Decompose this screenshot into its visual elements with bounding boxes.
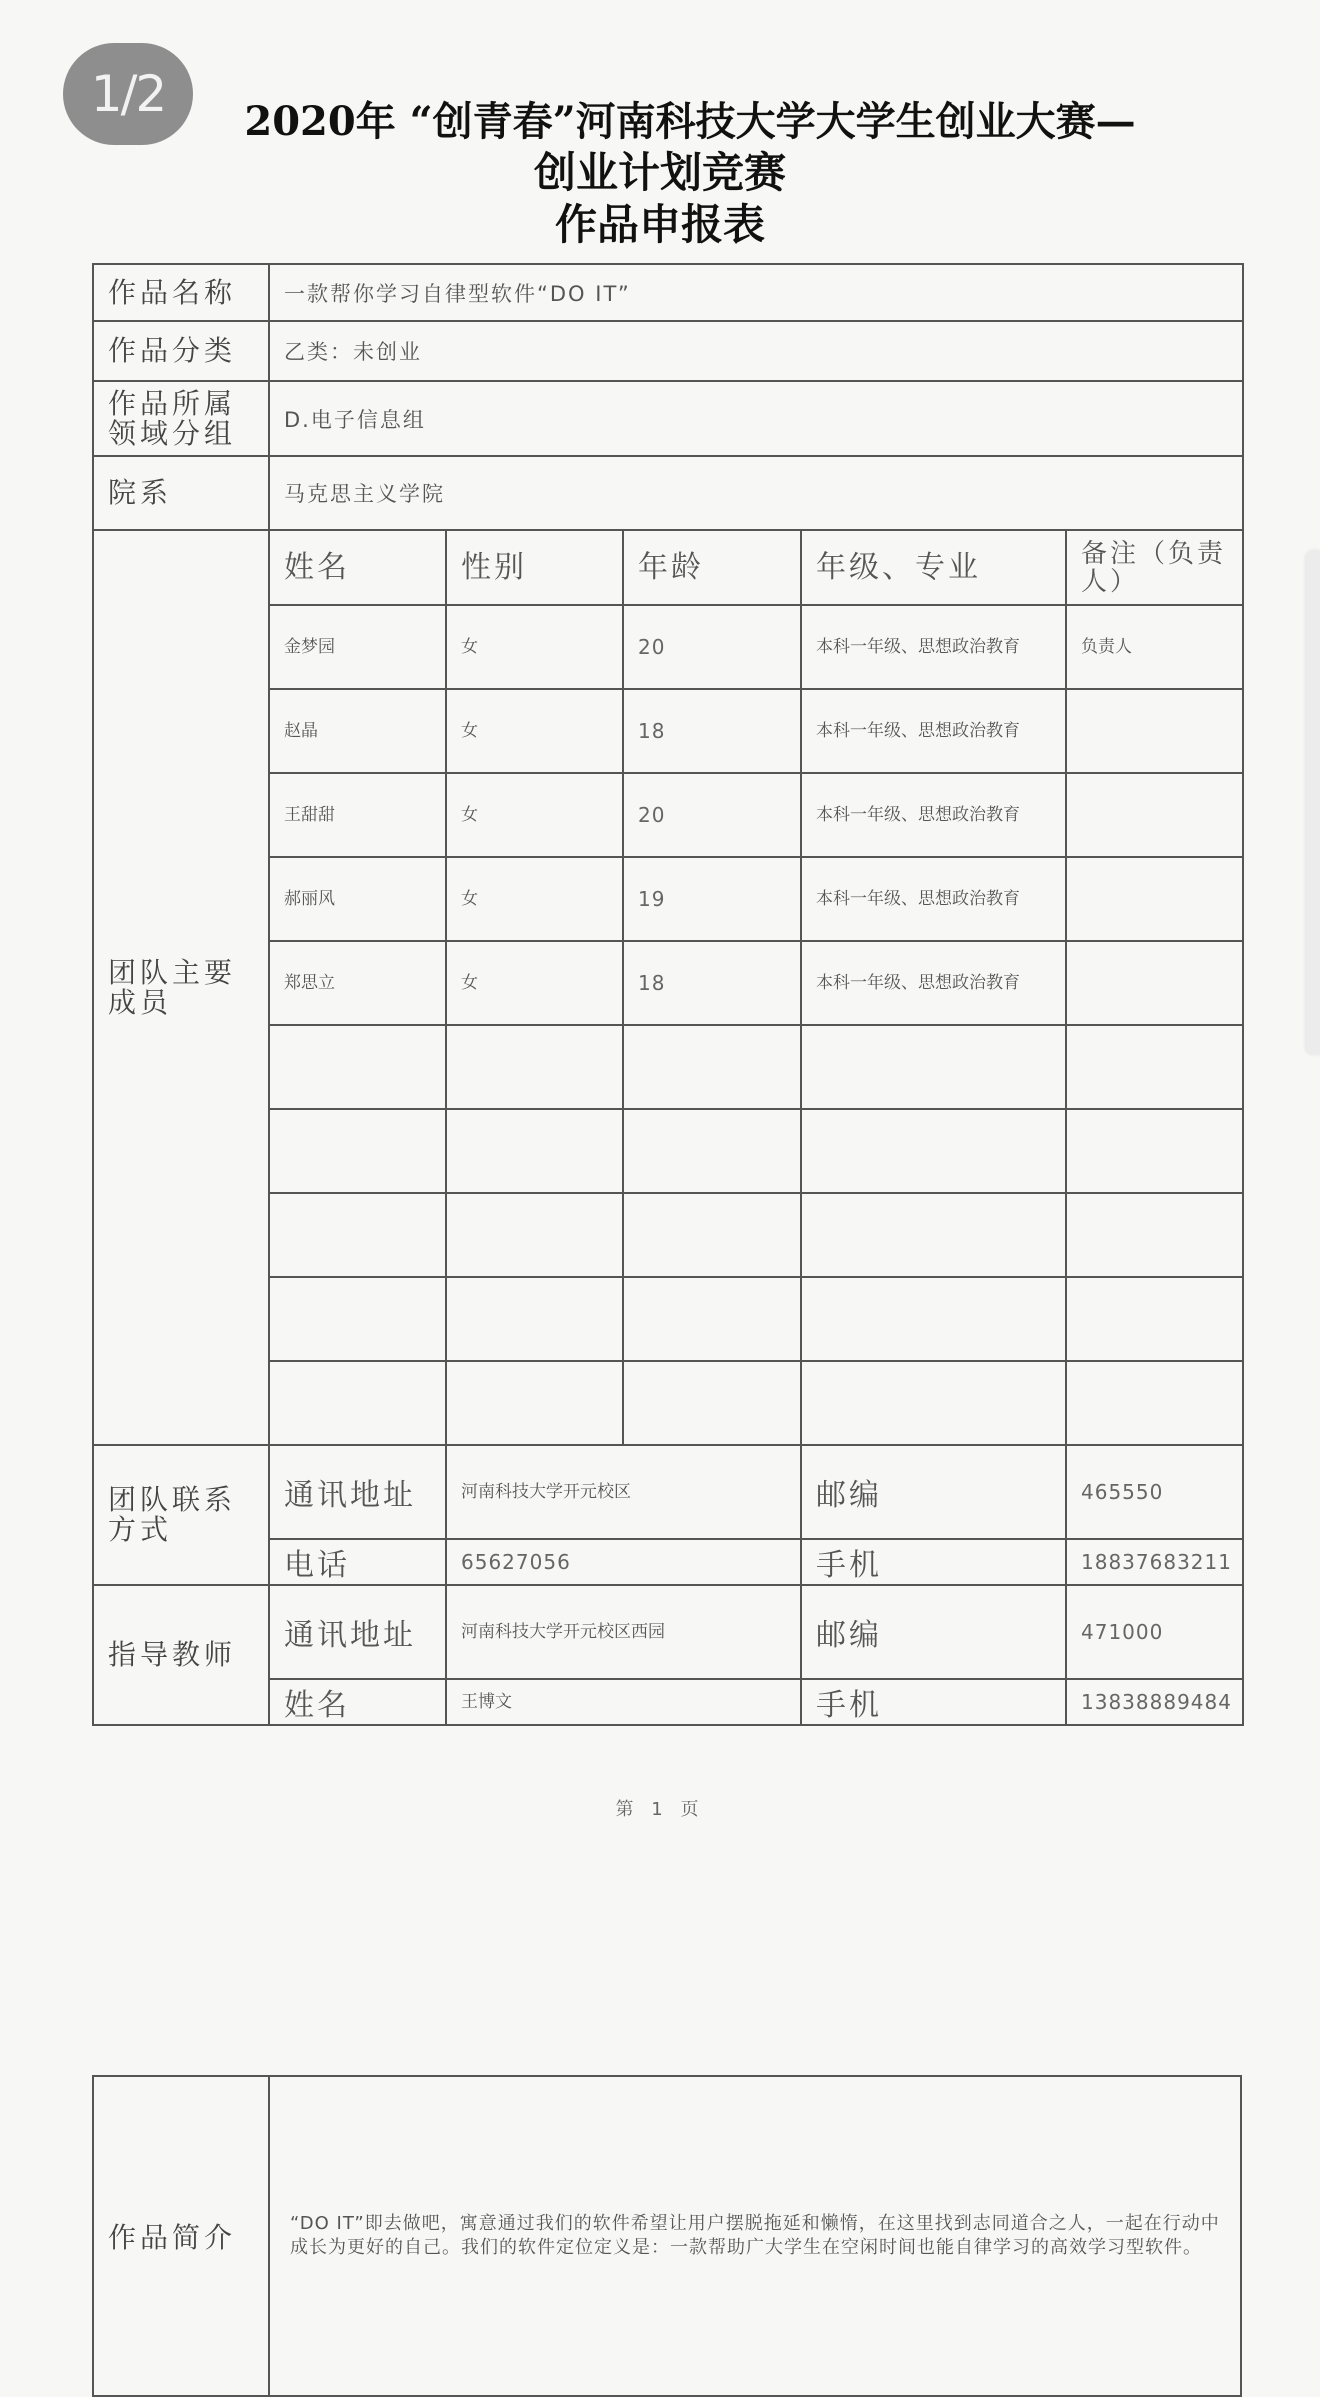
- page-indicator-badge: 1/2: [63, 43, 193, 145]
- member-major: 本科一年级、思想政治教育: [801, 689, 1066, 773]
- team-contact-label: 团队联系方式: [93, 1445, 269, 1585]
- member-gender: 女: [446, 605, 623, 689]
- advisor-postcode-label: 邮编: [801, 1585, 1066, 1679]
- advisor-mobile-value: 13838889484: [1066, 1679, 1243, 1725]
- advisor-address-row: [93, 1585, 1243, 1679]
- work-name-row: [93, 264, 1243, 321]
- member-major: 本科一年级、思想政治教育: [801, 605, 1066, 689]
- member-name: 赵晶: [269, 689, 446, 773]
- member-gender: 女: [446, 773, 623, 857]
- member-note: 负责人: [1066, 605, 1243, 689]
- department-row: [93, 456, 1243, 530]
- advisor-address-label: 通讯地址: [269, 1585, 446, 1679]
- advisor-name-label: 姓名: [269, 1679, 446, 1725]
- category-row: [93, 321, 1243, 381]
- member-major: 本科一年级、思想政治教育: [801, 941, 1066, 1025]
- team-members-label: 团队主要成员: [93, 530, 269, 1445]
- member-gender: 女: [446, 857, 623, 941]
- work-name-value: 一款帮你学习自律型软件“DO IT”: [269, 264, 1243, 321]
- member-note: [1066, 857, 1243, 941]
- member-note: [1066, 773, 1243, 857]
- team-header-gender: 性别: [446, 530, 623, 605]
- team-header-major: 年级、专业: [801, 530, 1066, 605]
- contact-mobile-label: 手机: [801, 1539, 1066, 1585]
- advisor-name-value: 王博文: [446, 1679, 801, 1725]
- member-major: 本科一年级、思想政治教育: [801, 857, 1066, 941]
- introduction-row: [93, 2076, 1241, 2396]
- contact-phone-value: 65627056: [446, 1539, 801, 1585]
- contact-address-value: 河南科技大学开元校区: [446, 1445, 801, 1539]
- form-title-line-1: 2020年 “创青春”河南科技大学大学生创业大赛—: [244, 98, 1136, 145]
- advisor-postcode-value: 471000: [1066, 1585, 1243, 1679]
- team-header-note: 备注（负责人）: [1066, 530, 1243, 605]
- member-name: 郝丽风: [269, 857, 446, 941]
- member-name: 金梦园: [269, 605, 446, 689]
- introduction-table: [92, 2075, 1242, 2397]
- field-value: D.电子信息组: [269, 381, 1243, 456]
- advisor-label: 指导教师: [93, 1585, 269, 1725]
- member-name: 王甜甜: [269, 773, 446, 857]
- member-note: [1066, 941, 1243, 1025]
- category-label: 作品分类: [93, 321, 269, 381]
- contact-mobile-value: 18837683211: [1066, 1539, 1243, 1585]
- department-value: 马克思主义学院: [269, 456, 1243, 530]
- introduction-label: 作品简介: [93, 2076, 269, 2396]
- member-major: 本科一年级、思想政治教育: [801, 773, 1066, 857]
- team-header-row: [93, 530, 1243, 605]
- advisor-address-value: 河南科技大学开元校区西园: [446, 1585, 801, 1679]
- introduction-text: “DO IT”即去做吧，寓意通过我们的软件希望让用户摆脱拖延和懒惰，在这里找到志同道合之人，一起在行动中成长为更好的自己。我们的软件定位定义是：一款帮助广大学生在空闲时间也能自律学习的高效学习型软件。: [269, 2076, 1241, 2396]
- contact-phone-label: 电话: [269, 1539, 446, 1585]
- member-note: [1066, 689, 1243, 773]
- team-header-name: 姓名: [269, 530, 446, 605]
- contact-postcode-label: 邮编: [801, 1445, 1066, 1539]
- contact-address-label: 通讯地址: [269, 1445, 446, 1539]
- member-age: 20: [623, 773, 801, 857]
- form-title-line-3: 作品申报表: [554, 200, 765, 249]
- member-gender: 女: [446, 941, 623, 1025]
- form-title-line-2: 创业计划竞赛: [533, 148, 786, 197]
- advisor-mobile-label: 手机: [801, 1679, 1066, 1725]
- page-number: 第 1 页: [615, 1799, 705, 1820]
- member-age: 18: [623, 941, 801, 1025]
- member-age: 18: [623, 689, 801, 773]
- member-gender: 女: [446, 689, 623, 773]
- department-label: 院系: [93, 456, 269, 530]
- side-scroll-handle[interactable]: [1306, 550, 1320, 1055]
- member-age: 20: [623, 605, 801, 689]
- member-age: 19: [623, 857, 801, 941]
- work-name-label: 作品名称: [93, 264, 269, 321]
- contact-postcode-value: 465550: [1066, 1445, 1243, 1539]
- application-form-table: [92, 263, 1244, 1726]
- team-header-age: 年龄: [623, 530, 801, 605]
- contact-address-row: [93, 1445, 1243, 1539]
- member-name: 郑思立: [269, 941, 446, 1025]
- category-value: 乙类：未创业: [269, 321, 1243, 381]
- field-label: 作品所属领域分组: [93, 381, 269, 456]
- field-row: [93, 381, 1243, 456]
